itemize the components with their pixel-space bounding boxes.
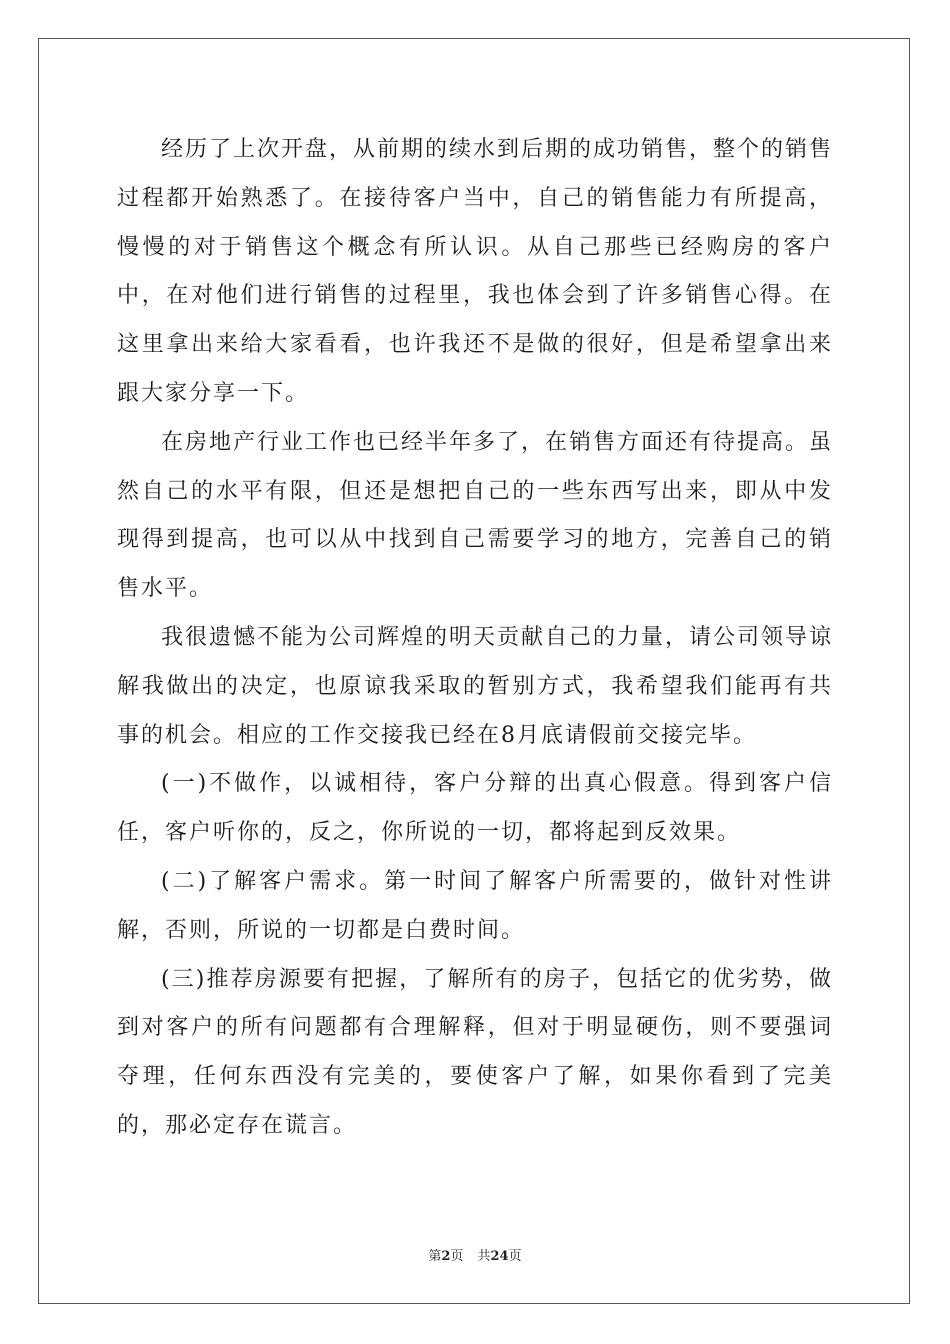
page-prefix: 第 <box>428 1249 442 1264</box>
paragraph-6: (三)推荐房源要有把握，了解所有的房子，包括它的优劣势，做到对客户的所有问题都有合理解释，但对于明显硬伤，则不要强词夺理，任何东西没有完美的，要使客户了解，如果你看到了完美的，那必定存在谎言。 <box>117 966 833 1138</box>
total-page-number: 24 <box>490 1249 509 1264</box>
page-footer <box>0 1245 950 1264</box>
total-prefix: 共 <box>477 1249 491 1264</box>
page-indicator <box>428 1249 463 1264</box>
document-body <box>117 126 833 1151</box>
total-pages-indicator <box>477 1249 521 1264</box>
page-suffix: 页 <box>450 1249 464 1264</box>
current-page-number: 2 <box>441 1249 451 1264</box>
paragraph-5: (二)了解客户需求。第一时间了解客户所需要的，做针对性讲解，否则，所说的一切都是白费时间。 <box>117 868 833 943</box>
paragraph-1: 经历了上次开盘，从前期的续水到后期的成功销售，整个的销售过程都开始熟悉了。在接待客户当中，自己的销售能力有所提高，慢慢的对于销售这个概念有所认识。从自己那些已经购房的客户中，在对他们进行销售的过程里，我也体会到了许多销售心得。在这里拿出来给大家看看，也许我还不是做的很好，但是希望拿出来跟大家分享一下。 <box>117 137 834 406</box>
paragraph-3: 我很遗憾不能为公司辉煌的明天贡献自己的力量，请公司领导谅解我做出的决定，也原谅我采取的暂别方式，我希望我们能再有共事的机会。相应的工作交接我已经在8月底请假前交接完毕。 <box>117 624 834 748</box>
paragraph-2: 在房地产行业工作也已经半年多了，在销售方面还有待提高。虽然自己的水平有限，但还是想把自己的一些东西写出来，即从中发现得到提高，也可以从中找到自己需要学习的地方，完善自己的销售水平。 <box>117 429 834 602</box>
paragraph-4: (一)不做作，以诚相待，客户分辩的出真心假意。得到客户信任，客户听你的，反之，你所说的一切，都将起到反效果。 <box>117 771 833 846</box>
total-suffix: 页 <box>508 1249 522 1264</box>
